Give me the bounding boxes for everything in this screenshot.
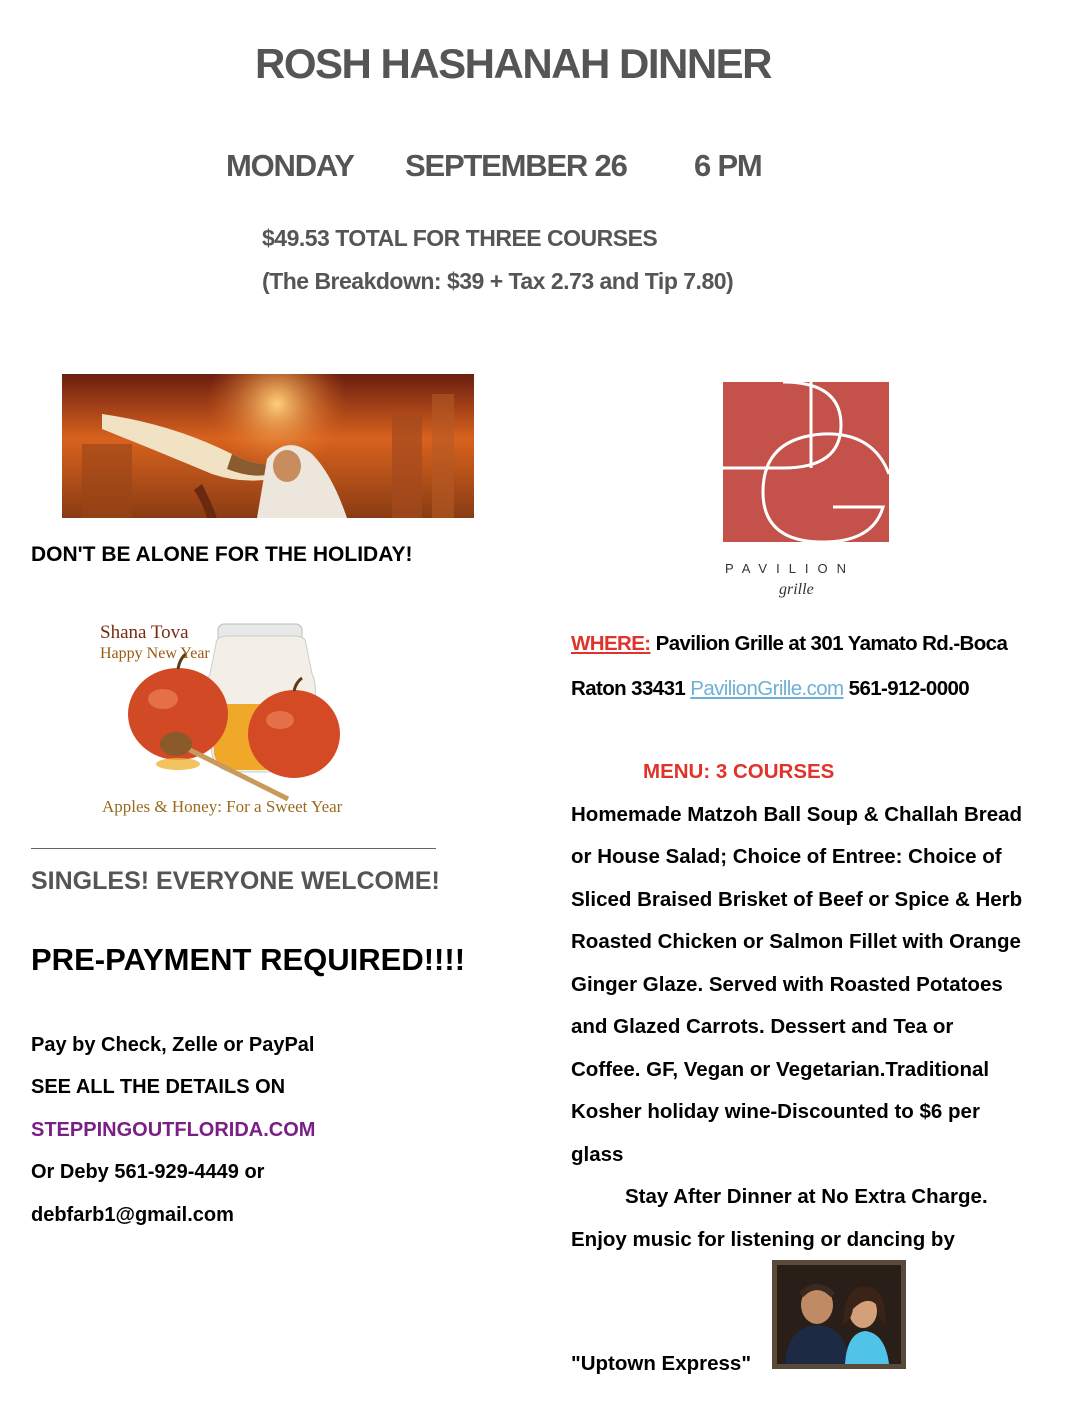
pavilion-website-link[interactable]: PavilionGrille.com (690, 677, 844, 700)
where-line1 (571, 632, 1007, 656)
menu-line: Coffee. GF, Vegan or Vegetarian.Traditional (571, 1058, 990, 1081)
menu-line: Kosher holiday wine-Discounted to $6 per (571, 1100, 980, 1123)
contact-email[interactable]: debfarb1@gmail.com (31, 1204, 234, 1226)
menu-line: or House Salad; Choice of Entree: Choice of (571, 845, 1002, 868)
event-day: MONDAY (226, 148, 354, 183)
apples-honey-image (98, 614, 370, 828)
singles-welcome: SINGLES! EVERYONE WELCOME! (31, 867, 440, 895)
logo-name: PAVILION (725, 561, 856, 576)
see-details: SEE ALL THE DETAILS ON (31, 1076, 286, 1098)
divider (31, 848, 436, 849)
contact-phone: Or Deby 561-929-4449 or (31, 1161, 265, 1183)
where-label: WHERE: (571, 632, 651, 655)
shofar-image (62, 374, 474, 518)
where-address: Pavilion Grille at 301 Yamato Rd.-Boca (650, 632, 1008, 655)
website-link[interactable]: STEPPINGOUTFLORIDA.COM (31, 1119, 316, 1141)
menu-line: glass (571, 1143, 624, 1166)
where-line2 (571, 677, 969, 701)
price-breakdown: (The Breakdown: $39 + Tax 2.73 and Tip 7.80) (262, 268, 734, 294)
menu-line: and Glazed Carrots. Dessert and Tea or (571, 1015, 954, 1038)
where-phone: 561-912-0000 (843, 677, 970, 700)
menu-line: Roasted Chicken or Salmon Fillet with Orange (571, 930, 1021, 953)
event-time: 6 PM (694, 148, 762, 183)
page-title: ROSH HASHANAH DINNER (254, 40, 772, 87)
shana-tova-line1: Shana Tova (100, 622, 189, 643)
price-total: $49.53 TOTAL FOR THREE COURSES (262, 225, 658, 251)
apples-caption: Apples & Honey: For a Sweet Year (102, 797, 343, 816)
prepayment-notice: PRE-PAYMENT REQUIRED!!!! (31, 942, 466, 977)
stay-after-dinner: Stay After Dinner at No Extra Charge. (625, 1185, 988, 1208)
menu-line: Sliced Braised Brisket of Beef or Spice & Herb (571, 888, 1023, 911)
shana-tova-line2: Happy New Year (100, 645, 210, 662)
where-city: Raton 33431 (571, 677, 691, 700)
menu-heading: MENU: 3 COURSES (643, 760, 835, 783)
holiday-heading: DON'T BE ALONE FOR THE HOLIDAY! (31, 543, 413, 566)
menu-line: Ginger Glaze. Served with Roasted Potatoes (571, 973, 1003, 996)
logo-sub: grille (779, 581, 814, 598)
pay-methods: Pay by Check, Zelle or PayPal (31, 1034, 315, 1056)
band-photo (772, 1260, 906, 1369)
band-name: "Uptown Express" (571, 1352, 752, 1375)
enjoy-music: Enjoy music for listening or dancing by (571, 1228, 955, 1251)
pavilion-grille-logo (723, 382, 898, 604)
menu-line: Homemade Matzoh Ball Soup & Challah Bread (571, 803, 1023, 826)
event-date: SEPTEMBER 26 (405, 148, 627, 183)
